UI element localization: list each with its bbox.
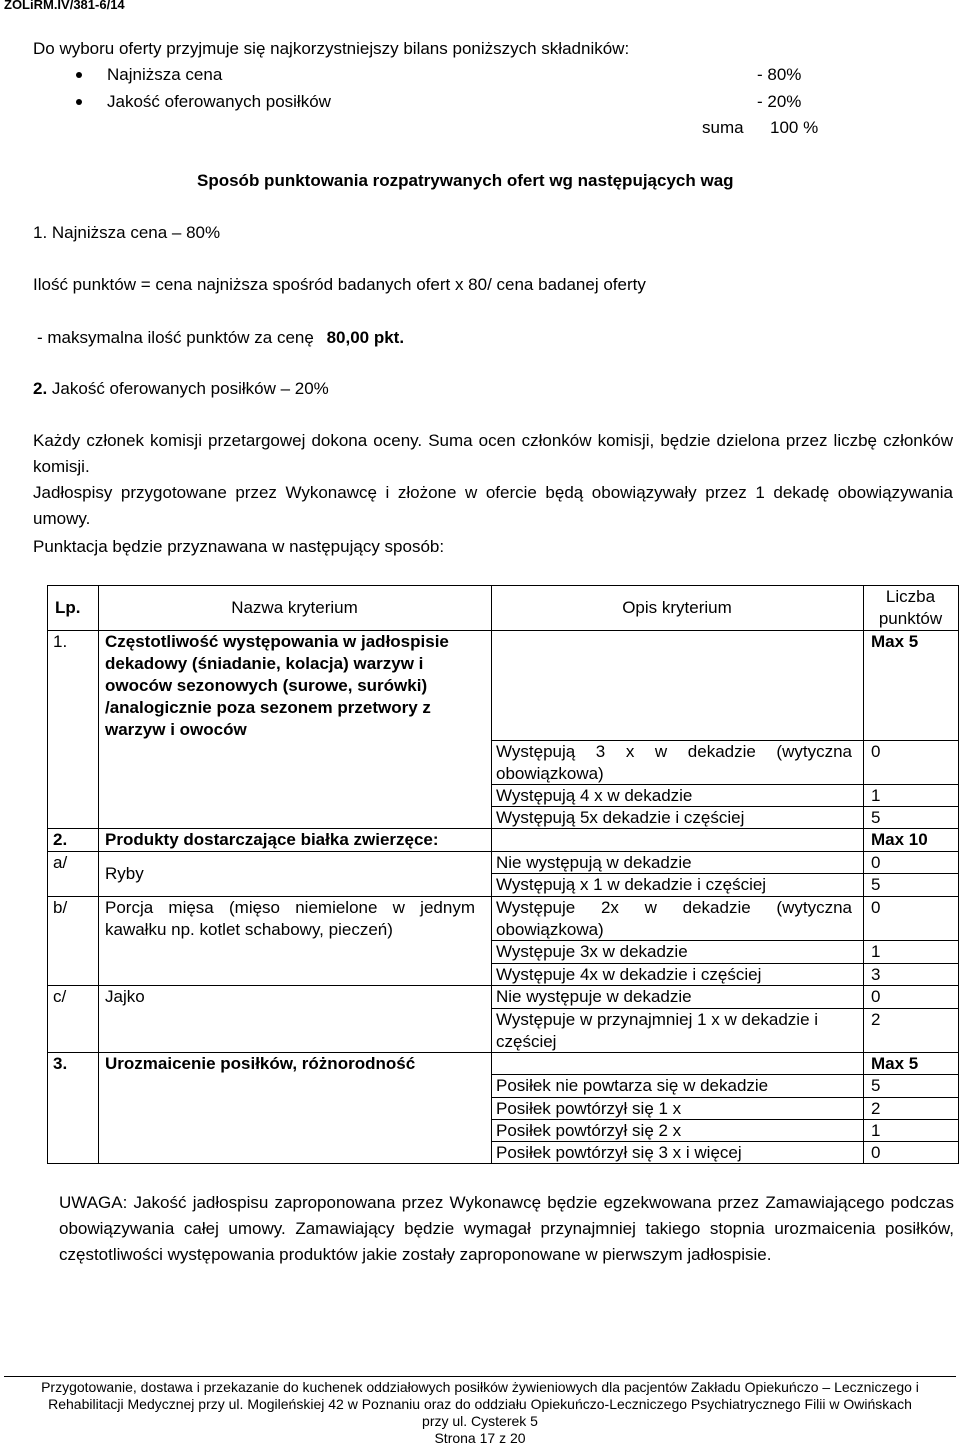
row3-option-desc: Posiłek nie powtarza się w dekadzie xyxy=(496,1076,769,1095)
row2a-criterion: Ryby xyxy=(105,864,144,883)
row2b-option-points: 3 xyxy=(871,965,881,984)
row1-criterion: Częstotliwość występowania w jadłospisie dekadowy (śniadanie, kolacja) warzyw i owoców sezonowych (surowe, surówki) /analogicznie poza sezonem przetwory z warzyw i owoców xyxy=(105,632,449,739)
footer-divider xyxy=(4,1376,956,1377)
intro-item-label: Jakość oferowanych posiłków xyxy=(107,92,331,111)
row1-lp: 1. xyxy=(53,632,68,651)
section1-heading: 1. Najniższa cena – 80% xyxy=(33,223,221,242)
row3-option-desc: Posiłek powtórzył się 3 x i więcej xyxy=(496,1143,742,1162)
row3-option-desc: Posiłek powtórzył się 2 x xyxy=(496,1121,682,1140)
row2-max-points: Max 10 xyxy=(871,830,928,849)
row1-option-points: 5 xyxy=(871,808,881,827)
row2c-criterion: Jajko xyxy=(105,987,145,1006)
sum-value: 100 % xyxy=(770,118,819,137)
bullet-icon xyxy=(76,99,82,105)
row2c-lp: c/ xyxy=(53,987,67,1006)
row1-option-points: 0 xyxy=(871,742,881,761)
intro-item-value: - 80% xyxy=(757,65,802,84)
row3-lp: 3. xyxy=(53,1054,68,1073)
row3-max-points: Max 5 xyxy=(871,1054,919,1073)
row2a-option-points: 5 xyxy=(871,875,881,894)
paragraph-committee: Każdy członek komisji przetargowej dokona oceny. Suma ocen członków komisji, będzie dzielona przez liczbę członków komisji. xyxy=(33,431,953,476)
row2a-option-desc: Nie występują w dekadzie xyxy=(496,853,692,872)
price-formula: Ilość punktów = cena najniższa spośród badanych ofert x 80/ cena badanej oferty xyxy=(33,275,646,294)
row2-lp: 2. xyxy=(53,830,68,849)
row3-option-points: 1 xyxy=(871,1121,881,1140)
row2b-option-desc: Występuje 3x w dekadzie xyxy=(496,942,688,961)
row1-option-desc: Występują 3 x w dekadzie (wytyczna obowiązkowa) xyxy=(496,742,852,783)
footer-line: przy ul. Cysterek 5 xyxy=(422,1413,538,1429)
row1-option-points: 1 xyxy=(871,786,881,805)
row2c-option-desc: Występuje w przynajmniej 1 x w dekadzie i częściej xyxy=(496,1010,819,1051)
intro-item-label: Najniższa cena xyxy=(107,65,223,84)
row2a-lp: a/ xyxy=(53,853,68,872)
footer-line: Rehabilitacji Medycznej przy ul. Mogileńskiej 42 w Poznaniu oraz do oddziału Opiekuńczo-Leczniczego Psychiatrycznego Filii w Owińskach xyxy=(48,1396,912,1412)
row3-option-desc: Posiłek powtórzył się 1 x xyxy=(496,1099,682,1118)
row2b-option-points: 1 xyxy=(871,942,881,961)
bullet-icon xyxy=(76,72,82,78)
row2c-option-points: 0 xyxy=(871,987,881,1006)
col-header-lp: Lp. xyxy=(55,598,81,617)
section2-number: 2. xyxy=(33,379,48,398)
row3-option-points: 5 xyxy=(871,1076,881,1095)
row2a-option-desc: Występują x 1 w dekadzie i częściej xyxy=(496,875,767,894)
section2-heading xyxy=(33,378,329,400)
intro-lead: Do wyboru oferty przyjmuje się najkorzystniejszy bilans poniższych składników: xyxy=(33,39,630,58)
col-header-points: Liczba punktów xyxy=(878,587,943,628)
row2c-option-points: 2 xyxy=(871,1010,881,1029)
paragraph-scoring-intro: Punktacja będzie przyznawana w następujący sposób: xyxy=(33,537,445,556)
row2c-option-desc: Nie występuje w dekadzie xyxy=(496,987,692,1006)
row3-criterion: Urozmaicenie posiłków, różnorodność xyxy=(105,1054,416,1073)
footer-line: Przygotowanie, dostawa i przekazanie do kuchenek oddziałowych posiłków żywieniowych dla pacjentów Zakładu Opiekuńczo – Leczniczego i xyxy=(41,1379,919,1395)
row2a-option-points: 0 xyxy=(871,853,881,872)
paragraph-menus: Jadłospisy przygotowane przez Wykonawcę i złożone w ofercie będą obowiązywały przez 1 dekadę obowiązywania umowy. xyxy=(33,483,953,528)
row3-option-points: 0 xyxy=(871,1143,881,1162)
scoring-title: Sposób punktowania rozpatrywanych ofert wg następujących wag xyxy=(197,171,734,190)
max-price-label: - maksymalna ilość punktów za cenę xyxy=(37,328,314,347)
row2b-option-points: 0 xyxy=(871,898,881,917)
row1-option-desc: Występują 4 x w dekadzie xyxy=(496,786,693,805)
row2-criterion: Produkty dostarczające białka zwierzęce: xyxy=(105,830,439,849)
row2b-criterion: Porcja mięsa (mięso niemielone w jednym kawałku np. kotlet schabowy, pieczeń) xyxy=(105,898,475,939)
row1-max-points: Max 5 xyxy=(871,632,919,651)
section2-title: Jakość oferowanych posiłków – 20% xyxy=(51,379,329,398)
col-header-name: Nazwa kryterium xyxy=(231,598,358,617)
row3-option-points: 2 xyxy=(871,1099,881,1118)
row2b-lp: b/ xyxy=(53,898,68,917)
intro-item-value: - 20% xyxy=(757,92,802,111)
row2b-option-desc: Występuje 4x w dekadzie i częściej xyxy=(496,965,762,984)
max-price-points xyxy=(37,327,404,349)
col-header-desc: Opis kryterium xyxy=(622,598,732,617)
sum-label: suma xyxy=(702,118,744,137)
row2b-option-desc: Występuje 2x w dekadzie (wytyczna obowiązkowa) xyxy=(496,898,852,939)
document-reference: ZOLiRM.IV/381-6/14 xyxy=(4,0,125,12)
row1-option-desc: Występują 5x dekadzie i częściej xyxy=(496,808,745,827)
page-number: Strona 17 z 20 xyxy=(434,1430,526,1446)
note-paragraph: UWAGA: Jakość jadłospisu zaproponowana przez Wykonawcę będzie egzekwowana przez Zamawiającego podczas obowiązywania całej umowy. Zamawiający będzie wymagał przynajmniej takiego stopnia urozmaicenia posiłków, częstotliwości występowania produktów jakie zostały zaproponowane w pierwszym jadłospisie. xyxy=(59,1193,954,1264)
max-price-value: 80,00 pkt. xyxy=(326,328,405,347)
